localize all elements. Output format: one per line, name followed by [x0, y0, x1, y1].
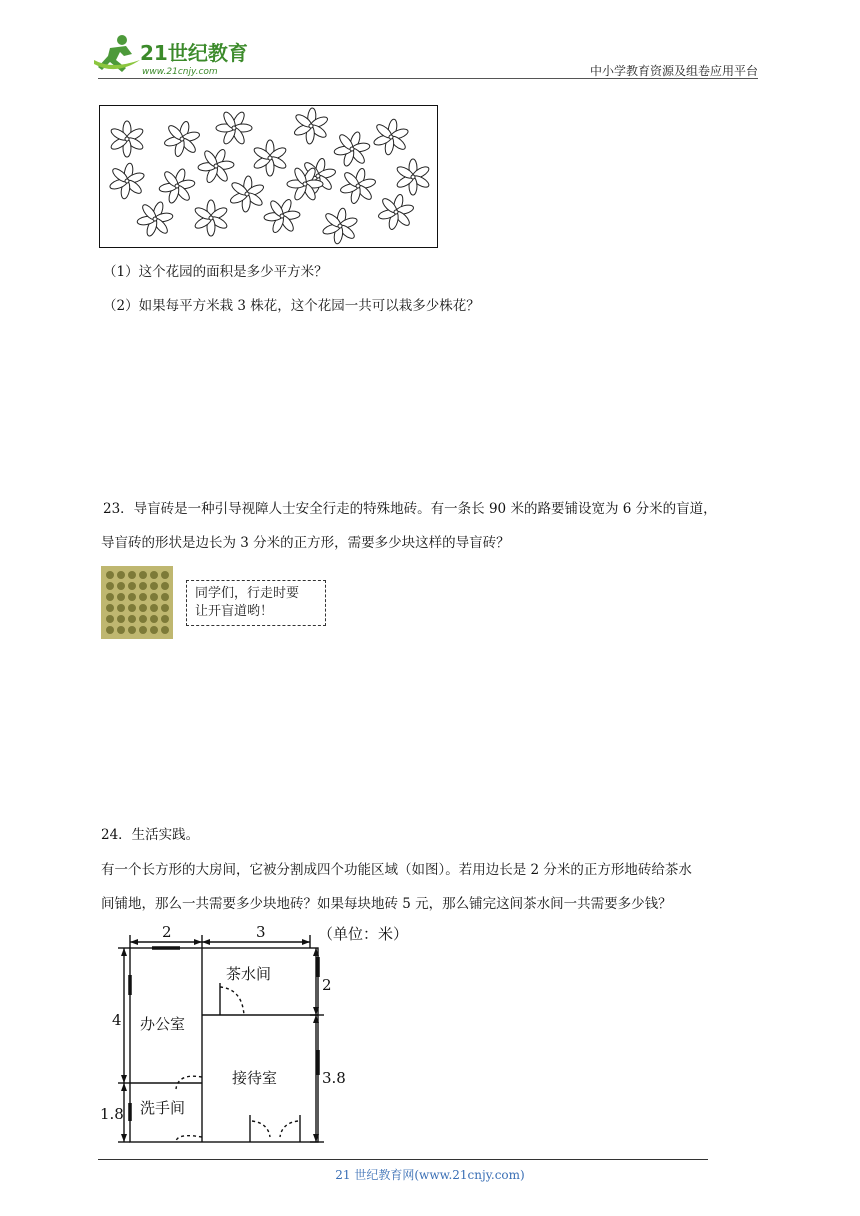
room-office: 办公室 [140, 1015, 186, 1033]
flower-icon [292, 107, 330, 146]
room-tea: 茶水间 [226, 965, 272, 983]
speech-bubble: 同学们，行走时要 让开盲道哟！ [186, 580, 326, 626]
flower-icon [395, 159, 430, 195]
flower-icon [374, 190, 417, 234]
q23-line2: 导盲砖的形状是边长为 3 分米的正方形，需要多少块这样的导盲砖？ [101, 535, 510, 551]
tile-dot [128, 593, 136, 601]
tile-dot [161, 593, 169, 601]
tile-dot [117, 626, 125, 634]
dim-top-right: 3 [256, 923, 266, 941]
flower-icon [192, 142, 239, 189]
q24-line2: 间铺地，那么一共需要多少块地砖？如果每块地砖 5 元，那么铺完这间茶水间一共需要多少钱？ [101, 896, 672, 912]
tile-dot [106, 615, 114, 623]
tile-dot [161, 571, 169, 579]
tile-dot [161, 582, 169, 590]
tile-dot [106, 604, 114, 612]
flower-icon [320, 205, 361, 247]
tile-dot [161, 626, 169, 634]
flower-icon [329, 126, 374, 172]
site-logo [92, 30, 262, 78]
q24-title: 24．生活实践。 [101, 827, 200, 843]
tile-dot [128, 582, 136, 590]
garden-figure [99, 105, 438, 248]
tile-dot [150, 615, 158, 623]
tile-dot [161, 604, 169, 612]
tile-dot [117, 593, 125, 601]
tile-dot [106, 571, 114, 579]
tactile-tile-image [101, 566, 173, 639]
footer-divider [98, 1159, 708, 1160]
tile-dot [150, 604, 158, 612]
tile-dot [106, 626, 114, 634]
flower-icon [252, 140, 287, 176]
dim-top-left: 2 [162, 923, 172, 941]
footer-text: 21 世纪教育网(www.21cnjy.com) [335, 1168, 525, 1182]
q22-sub2: （2）如果每平方米栽 3 株花，这个花园一共可以栽多少株花？ [103, 298, 480, 314]
q22-sub1: （1）这个花园的面积是多少平方米？ [103, 264, 328, 280]
tile-dot [150, 593, 158, 601]
q23-line1: 23．导盲砖是一种引导视障人士安全行走的特殊地砖。有一条长 90 米的路要铺设宽为 6 分米的盲道， [103, 501, 717, 517]
tile-dot [117, 571, 125, 579]
tile-dot [128, 571, 136, 579]
tile-dot [150, 582, 158, 590]
tile-dot [150, 571, 158, 579]
tile-dot [117, 604, 125, 612]
dim-left-top: 4 [112, 1011, 122, 1029]
tile-dot [117, 582, 125, 590]
room-reception: 接待室 [232, 1069, 278, 1087]
dim-right-top: 2 [322, 976, 332, 994]
tile-dot [128, 615, 136, 623]
logo-text: 21世纪教育 [140, 41, 248, 65]
tile-dot [128, 626, 136, 634]
tile-dot [106, 593, 114, 601]
tile-dot [150, 626, 158, 634]
flower-icon [371, 116, 412, 158]
flower-icon [336, 164, 379, 208]
platform-name: 中小学教育资源及组卷应用平台 [589, 64, 758, 78]
tile-dot [139, 582, 147, 590]
tile-dot [139, 593, 147, 601]
floor-plan [92, 915, 422, 1159]
q24-line1: 有一个长方形的大房间，它被分割成四个功能区域（如图）。若用边长是 2 分米的正方形地砖给茶水 [101, 862, 692, 878]
tile-dot [161, 615, 169, 623]
header-divider [98, 78, 758, 79]
dim-left-bottom: 1.8 [100, 1105, 124, 1123]
flower-icon [193, 200, 228, 236]
tile-dot [106, 582, 114, 590]
room-washroom: 洗手间 [140, 1099, 186, 1117]
flower-icon [228, 175, 266, 214]
dim-right-bottom: 3.8 [322, 1069, 346, 1087]
tile-dot [128, 604, 136, 612]
flower-icon [160, 117, 203, 161]
flower-icon [210, 106, 258, 152]
logo-url: www.21cnjy.com [142, 67, 218, 77]
flower-icon [109, 121, 144, 157]
tile-dot [139, 571, 147, 579]
tile-dot [117, 615, 125, 623]
tile-dot [139, 604, 147, 612]
tile-dot [139, 626, 147, 634]
unit-label: （单位：米） [318, 925, 409, 943]
tile-dot [139, 615, 147, 623]
flower-icon [107, 160, 148, 202]
